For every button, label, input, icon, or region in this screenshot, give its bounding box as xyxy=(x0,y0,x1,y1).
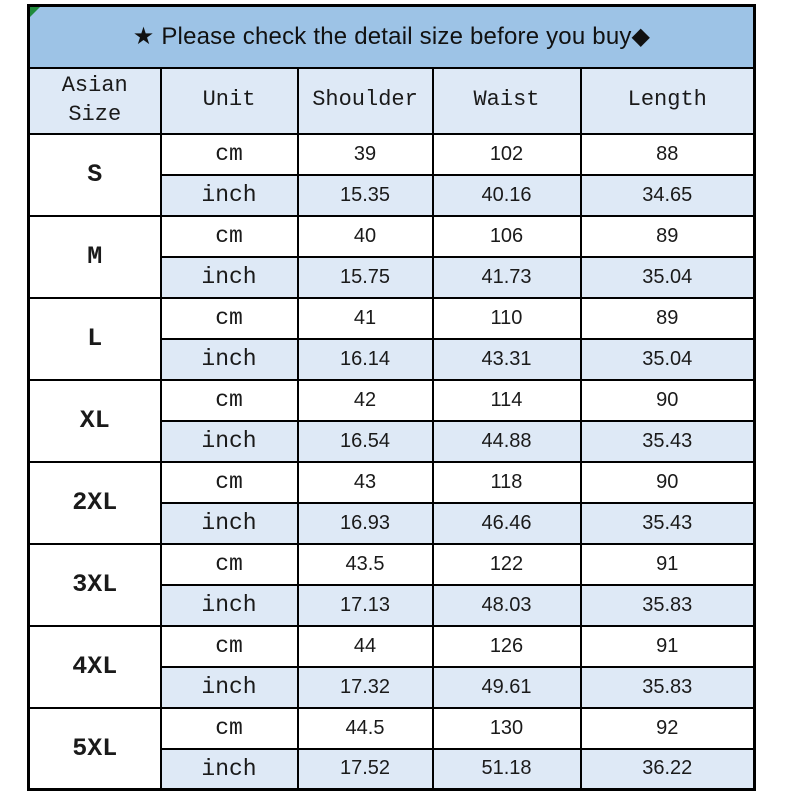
header-waist: Waist xyxy=(433,68,581,134)
size-chart xyxy=(27,4,756,791)
cell-value: 43.5 xyxy=(298,544,433,585)
cell-value: 16.14 xyxy=(298,339,433,380)
cell-value: 91 xyxy=(581,626,755,667)
cell-value: 122 xyxy=(433,544,581,585)
header-asian-size: Asian Size xyxy=(29,68,161,134)
size-label-s: S xyxy=(29,134,161,216)
cell-value: 35.43 xyxy=(581,421,755,462)
size-label-3xl: 3XL xyxy=(29,544,161,626)
size-label-2xl: 2XL xyxy=(29,462,161,544)
cell-value: 16.54 xyxy=(298,421,433,462)
cell-value: 114 xyxy=(433,380,581,421)
cell-value: 42 xyxy=(298,380,433,421)
size-label-l: L xyxy=(29,298,161,380)
cell-value: 90 xyxy=(581,380,755,421)
cell-value: 35.04 xyxy=(581,257,755,298)
cell-value: 48.03 xyxy=(433,585,581,626)
unit-inch: inch xyxy=(161,749,298,790)
cell-value: 44 xyxy=(298,626,433,667)
cell-value: 35.43 xyxy=(581,503,755,544)
cell-value: 118 xyxy=(433,462,581,503)
cell-value: 126 xyxy=(433,626,581,667)
cell-value: 35.04 xyxy=(581,339,755,380)
cell-value: 40 xyxy=(298,216,433,257)
cell-value: 39 xyxy=(298,134,433,175)
unit-cm: cm xyxy=(161,626,298,667)
size-label-xl: XL xyxy=(29,380,161,462)
cell-value: 35.83 xyxy=(581,585,755,626)
unit-cm: cm xyxy=(161,380,298,421)
cell-value: 51.18 xyxy=(433,749,581,790)
header-shoulder: Shoulder xyxy=(298,68,433,134)
banner xyxy=(29,6,755,68)
banner-text: ★ Please check the detail size before you buy◆ xyxy=(132,23,651,51)
unit-inch: inch xyxy=(161,339,298,380)
cell-value: 17.32 xyxy=(298,667,433,708)
cell-value: 88 xyxy=(581,134,755,175)
cell-value: 44.88 xyxy=(433,421,581,462)
cell-value: 130 xyxy=(433,708,581,749)
unit-inch: inch xyxy=(161,421,298,462)
cell-value: 40.16 xyxy=(433,175,581,216)
cell-value: 36.22 xyxy=(581,749,755,790)
cell-value: 91 xyxy=(581,544,755,585)
unit-cm: cm xyxy=(161,216,298,257)
cell-value: 15.75 xyxy=(298,257,433,298)
cell-value: 41.73 xyxy=(433,257,581,298)
corner-marker xyxy=(30,7,40,17)
cell-value: 15.35 xyxy=(298,175,433,216)
unit-inch: inch xyxy=(161,175,298,216)
unit-inch: inch xyxy=(161,585,298,626)
unit-inch: inch xyxy=(161,503,298,544)
unit-inch: inch xyxy=(161,257,298,298)
cell-value: 17.52 xyxy=(298,749,433,790)
cell-value: 41 xyxy=(298,298,433,339)
unit-inch: inch xyxy=(161,667,298,708)
cell-value: 35.83 xyxy=(581,667,755,708)
cell-value: 34.65 xyxy=(581,175,755,216)
cell-value: 89 xyxy=(581,216,755,257)
cell-value: 43 xyxy=(298,462,433,503)
header-length: Length xyxy=(581,68,755,134)
unit-cm: cm xyxy=(161,298,298,339)
cell-value: 17.13 xyxy=(298,585,433,626)
cell-value: 46.46 xyxy=(433,503,581,544)
cell-value: 44.5 xyxy=(298,708,433,749)
cell-value: 16.93 xyxy=(298,503,433,544)
cell-value: 102 xyxy=(433,134,581,175)
cell-value: 106 xyxy=(433,216,581,257)
header-unit: Unit xyxy=(161,68,298,134)
cell-value: 90 xyxy=(581,462,755,503)
unit-cm: cm xyxy=(161,462,298,503)
cell-value: 92 xyxy=(581,708,755,749)
size-table xyxy=(27,4,756,791)
size-label-5xl: 5XL xyxy=(29,708,161,790)
unit-cm: cm xyxy=(161,708,298,749)
size-label-m: M xyxy=(29,216,161,298)
size-label-4xl: 4XL xyxy=(29,626,161,708)
cell-value: 89 xyxy=(581,298,755,339)
unit-cm: cm xyxy=(161,134,298,175)
cell-value: 49.61 xyxy=(433,667,581,708)
cell-value: 110 xyxy=(433,298,581,339)
cell-value: 43.31 xyxy=(433,339,581,380)
unit-cm: cm xyxy=(161,544,298,585)
